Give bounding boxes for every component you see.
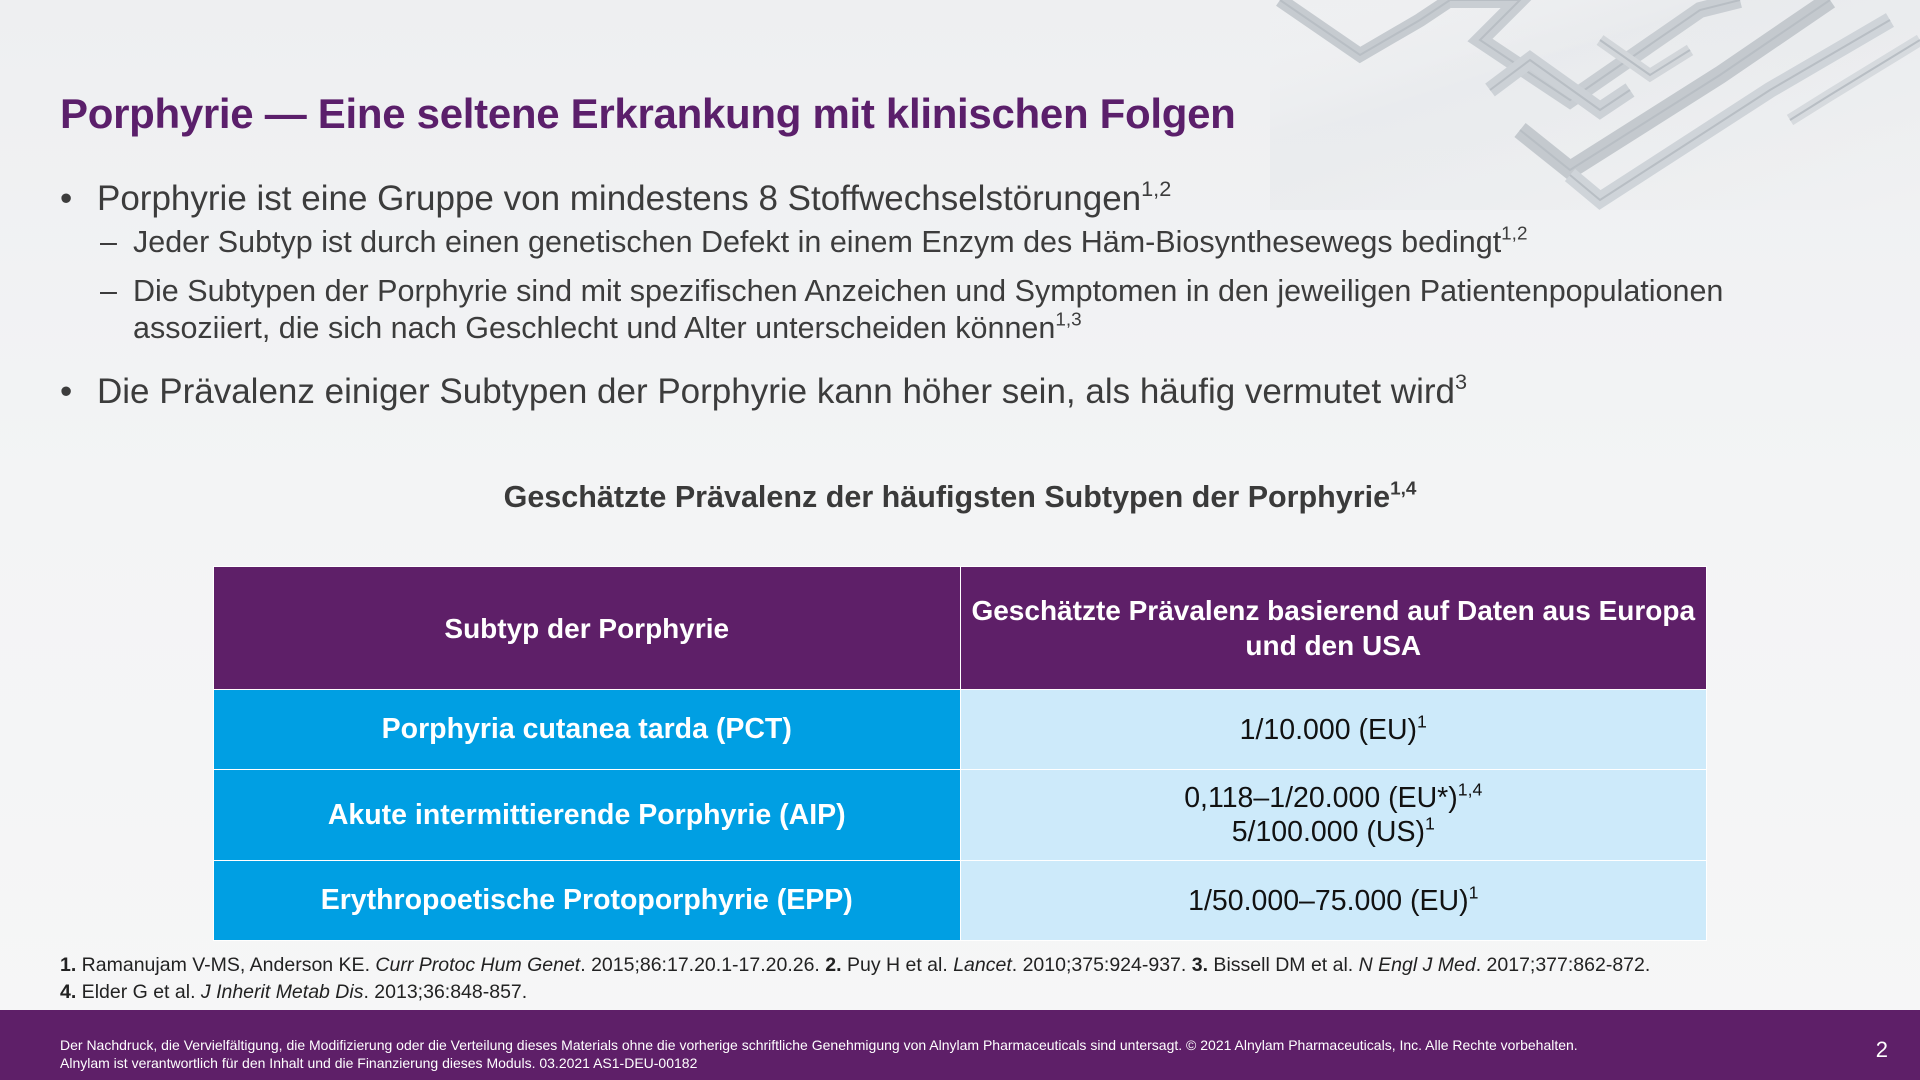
prevalence-value: 5/100.000 (US)	[1231, 816, 1425, 848]
citation: 1,4	[1457, 779, 1483, 800]
bullet-text: Die Prävalenz einiger Subtypen der Porphyrie kann höher sein, als häufig vermutet wird	[97, 372, 1455, 411]
ref-details: . 2017;377:862-872.	[1475, 954, 1651, 976]
table-row	[214, 770, 1707, 861]
ref-number: 1.	[60, 954, 77, 976]
citation: 1,2	[1141, 175, 1172, 201]
subbullet-item	[60, 273, 1840, 347]
citation: 1	[1424, 813, 1435, 834]
table-header-row	[214, 567, 1707, 690]
ref-number: 4.	[60, 981, 77, 1003]
ref-authors: Elder G et al.	[76, 981, 201, 1003]
ref-authors: Puy H et al.	[841, 954, 954, 976]
citation: 1,3	[1055, 309, 1082, 331]
prevalence-cell	[960, 770, 1707, 861]
table-heading-text: Geschätzte Prävalenz der häufigsten Subtypen der Porphyrie	[503, 480, 1391, 514]
subbullet-item	[60, 224, 1840, 261]
subbullet-text-line2: assoziiert, die sich nach Geschlecht und Alter unterscheiden können	[133, 311, 1056, 345]
citation: 1	[1417, 711, 1427, 732]
ref-details: . 2015;86:17.20.1-17.20.26.	[580, 954, 826, 976]
dash-icon: –	[100, 274, 117, 308]
ref-details: . 2010;375:924-937.	[1011, 954, 1192, 976]
ref-authors: Ramanujam V-MS, Anderson KE.	[76, 954, 376, 976]
ref-journal: Curr Protoc Hum Genet	[375, 954, 581, 976]
ref-journal: Lancet	[953, 954, 1012, 976]
subbullet-text: Jeder Subtyp ist durch einen genetischen Defekt in einem Enzym des Häm-Biosynthesewegs bedingt	[133, 225, 1502, 259]
dash-icon: –	[100, 225, 117, 259]
table-row	[214, 690, 1707, 770]
table-heading	[0, 480, 1920, 515]
ref-number: 3.	[1191, 954, 1209, 976]
prevalence-cell	[960, 861, 1707, 941]
bullet-item	[60, 175, 1840, 220]
prevalence-value: 1/50.000–75.000 (EU)	[1188, 884, 1469, 917]
subtype-cell: Akute intermittierende Porphyrie (AIP)	[214, 770, 961, 861]
page-number: 2	[1875, 1037, 1888, 1062]
prevalence-value: 0,118–1/20.000 (EU*)	[1184, 782, 1458, 814]
citation: 3	[1454, 368, 1468, 394]
legal-notice	[60, 1036, 1578, 1072]
subbullet-text-line1: Die Subtypen der Porphyrie sind mit spezifischen Anzeichen und Symptomen in den jeweiligen Patientenpopulationen	[133, 274, 1724, 308]
header-line1: Geschätzte Prävalenz basierend auf Daten aus Europa	[971, 595, 1696, 626]
slide-title: Porphyrie — Eine seltene Erkrankung mit klinischen Folgen	[60, 90, 1236, 137]
bullet-item	[60, 368, 1840, 413]
ref-authors: Bissell DM et al.	[1208, 954, 1359, 976]
ref-journal: J Inherit Metab Dis	[200, 981, 364, 1003]
bullet-icon: •	[60, 179, 73, 218]
citation: 1,4	[1390, 478, 1417, 500]
references-line1	[60, 952, 1650, 979]
legal-line1: Der Nachdruck, die Vervielfältigung, die Modifizierung oder die Verteilung dieses Materials ohne die vorherige schriftliche Genehmigung von Alnylam Pharmaceuticals sind untersagt. © 2021 Alnylam Pharmaceuticals, Inc. Alle Rechte vorbehalten.	[60, 1037, 1578, 1053]
prevalence-value: 1/10.000 (EU)	[1239, 713, 1418, 746]
references	[60, 952, 1650, 1006]
references-line2	[60, 979, 1650, 1006]
bullet-list	[60, 175, 1840, 413]
citation: 1,2	[1501, 223, 1528, 245]
prevalence-table	[213, 566, 1707, 941]
subtype-cell: Porphyria cutanea tarda (PCT)	[214, 690, 961, 770]
bullet-text: Porphyrie ist eine Gruppe von mindestens 8 Stoffwechselstörungen	[97, 179, 1142, 218]
ref-details: . 2013;36:848-857.	[363, 981, 528, 1003]
header-line2: und den USA	[1245, 630, 1422, 661]
column-header-prevalence	[960, 567, 1707, 690]
citation: 1	[1468, 882, 1479, 903]
ref-number: 2.	[825, 954, 842, 976]
subtype-cell: Erythropoetische Protoporphyrie (EPP)	[214, 861, 961, 941]
table-row	[214, 861, 1707, 941]
prevalence-cell	[960, 690, 1707, 770]
ref-journal: N Engl J Med	[1358, 954, 1476, 976]
bullet-icon: •	[60, 372, 73, 411]
legal-line2: Alnylam ist verantwortlich für den Inhalt und die Finanzierung dieses Moduls. 03.2021 AS1-DEU-00182	[60, 1055, 698, 1071]
column-header-subtype: Subtyp der Porphyrie	[214, 567, 961, 690]
